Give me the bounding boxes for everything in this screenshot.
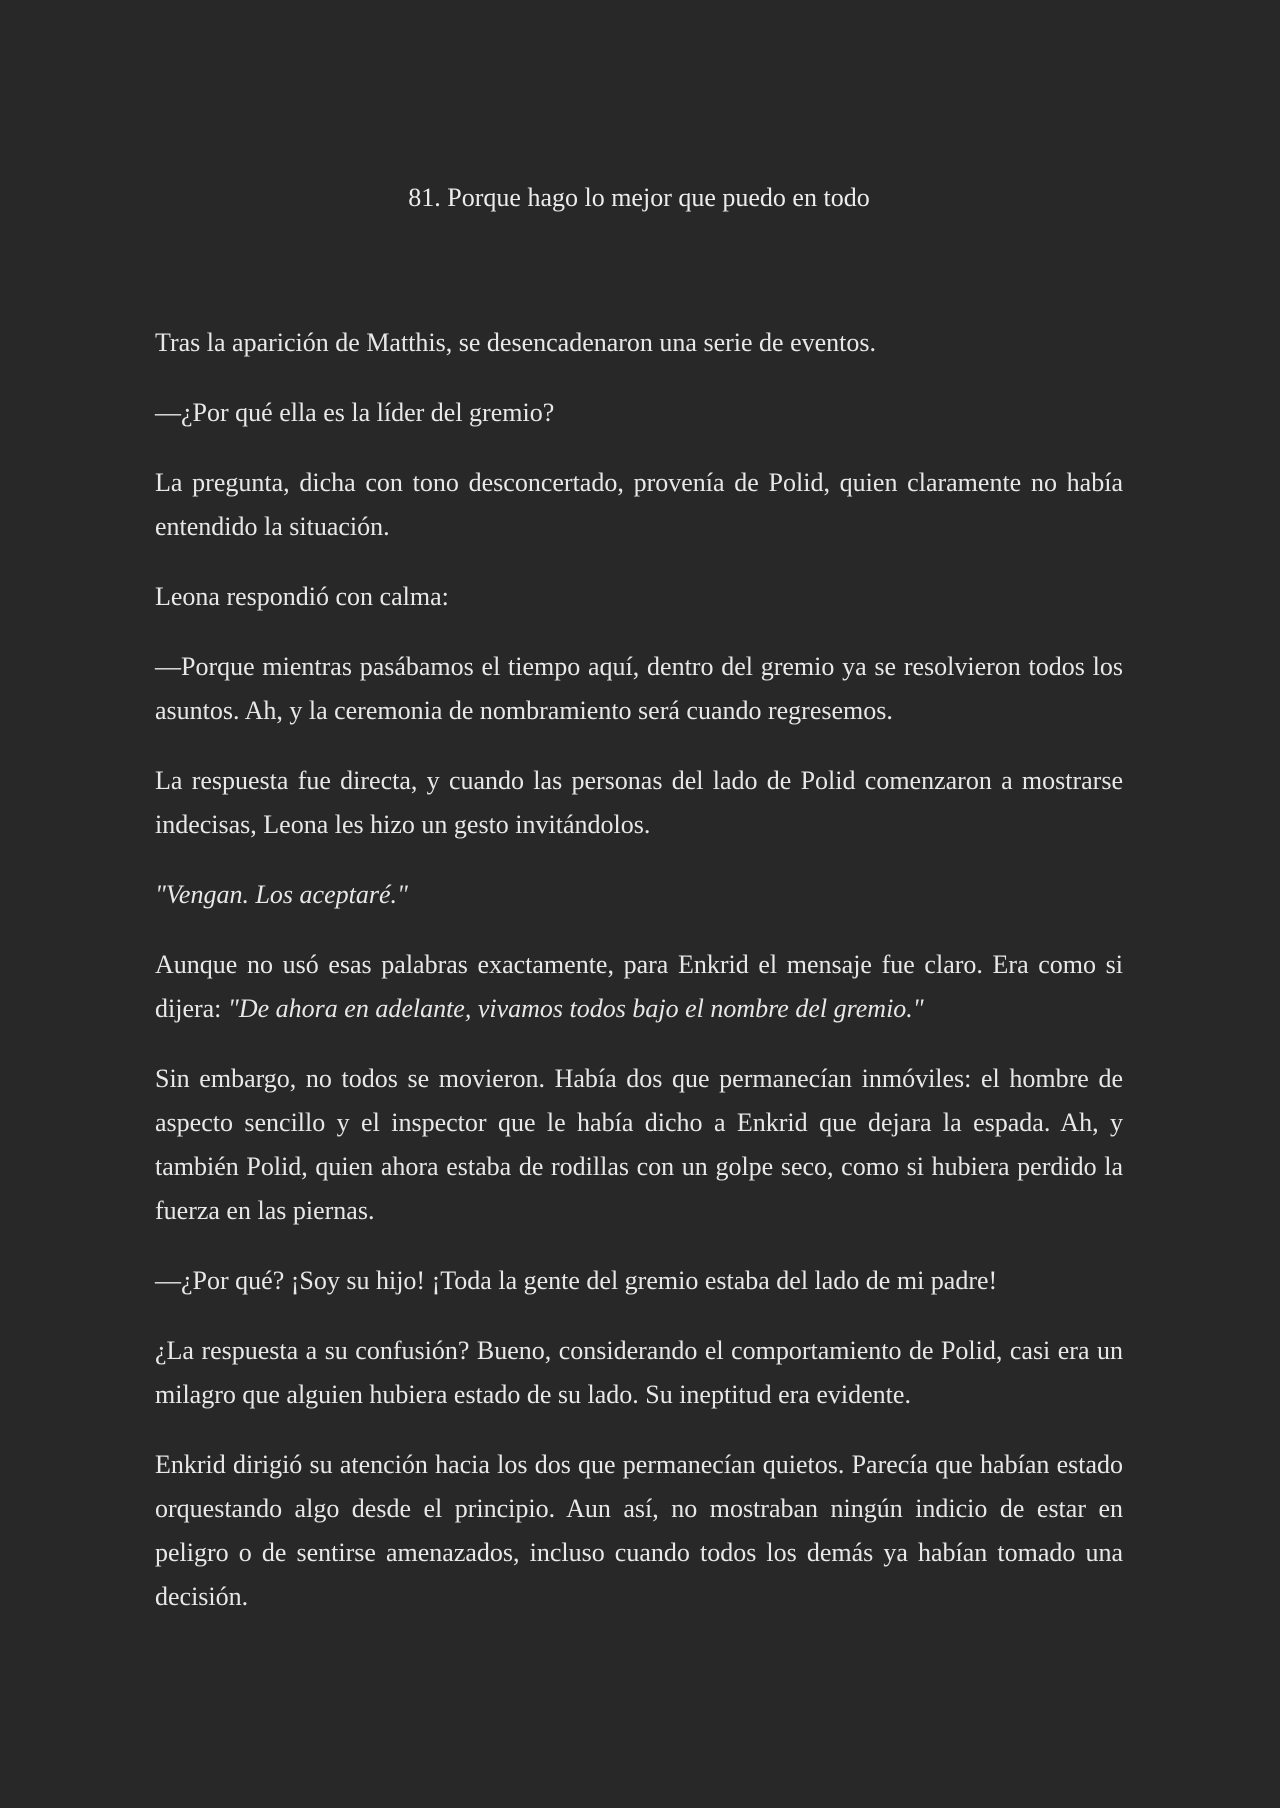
italic-thought: "De ahora en adelante, vivamos todos bajo el nombre del gremio." [227, 994, 924, 1023]
paragraph-text: Aunque no usó esas palabras exactamente, para Enkrid el mensaje fue claro. Era como si dijera: [155, 950, 1123, 1023]
dialogue-paragraph: —Porque mientras pasábamos el tiempo aquí, dentro del gremio ya se resolvieron todos los asuntos. Ah, y la ceremonia de nombramiento será cuando regresemos. [155, 652, 1123, 725]
chapter-body [155, 321, 1123, 1645]
paragraph: Enkrid dirigió su atención hacia los dos que permanecían quietos. Parecía que habían estado orquestando algo desde el principio. Aun así, no mostraban ningún indicio de estar en peligro o de sentirse amenazados, incluso cuando todos los demás ya habían tomado una decisión. [155, 1450, 1123, 1611]
dialogue-paragraph: —¿Por qué ella es la líder del gremio? [155, 398, 555, 427]
paragraph: La respuesta fue directa, y cuando las personas del lado de Polid comenzaron a mostrarse indecisas, Leona les hizo un gesto invitándolos. [155, 766, 1123, 839]
paragraph-with-thought [155, 943, 1123, 1031]
paragraph: Tras la aparición de Matthis, se desencadenaron una serie de eventos. [155, 328, 877, 357]
dialogue-paragraph: —¿Por qué? ¡Soy su hijo! ¡Toda la gente del gremio estaba del lado de mi padre! [155, 1266, 998, 1295]
paragraph: ¿La respuesta a su confusión? Bueno, considerando el comportamiento de Polid, casi era un milagro que alguien hubiera estado de su lado. Su ineptitud era evidente. [155, 1336, 1123, 1409]
paragraph: Leona respondió con calma: [155, 582, 449, 611]
chapter-title: 81. Porque hago lo mejor que puedo en todo [408, 183, 870, 212]
thought-paragraph: "Vengan. Los aceptaré." [155, 880, 408, 909]
paragraph: Sin embargo, no todos se movieron. Había dos que permanecían inmóviles: el hombre de aspecto sencillo y el inspector que le había dicho a Enkrid que dejara la espada. Ah, y también Polid, quien ahora estaba de rodillas con un golpe seco, como si hubiera perdido la fuerza en las piernas. [155, 1064, 1123, 1225]
paragraph: La pregunta, dicha con tono desconcertado, provenía de Polid, quien claramente no había entendido la situación. [155, 468, 1123, 541]
